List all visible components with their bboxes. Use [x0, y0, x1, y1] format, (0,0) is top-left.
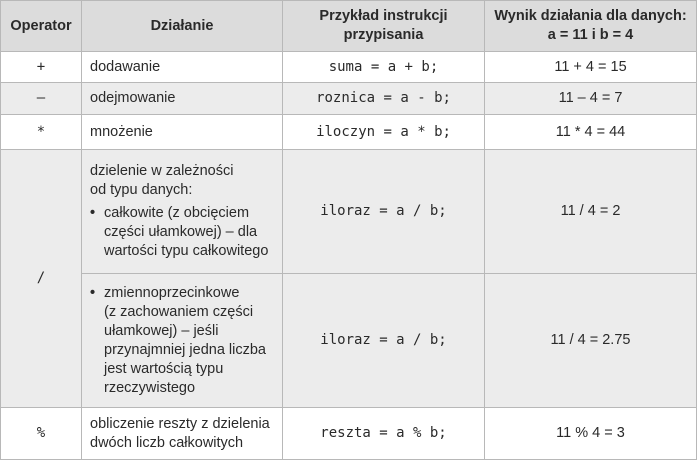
result-cell: 11 / 4 = 2 — [485, 150, 697, 274]
result-cell: 11 / 4 = 2.75 — [485, 274, 697, 408]
operator-cell: % — [1, 408, 82, 460]
table-row-subtraction — [1, 83, 697, 115]
code-cell: iloczyn = a * b; — [283, 115, 485, 150]
operator-cell: / — [1, 150, 82, 408]
action-cell: odejmowanie — [82, 83, 283, 115]
header-action: Działanie — [82, 1, 283, 52]
result-cell: 11 + 4 = 15 — [485, 52, 697, 83]
code-cell: reszta = a % b; — [283, 408, 485, 460]
action-cell: dodawanie — [82, 52, 283, 83]
list-item: • całkowite (z obcięciem części ułamkowej) – dla wartości typu całkowitego — [90, 205, 269, 259]
result-cell: 11 * 4 = 44 — [485, 115, 697, 150]
action-cell: mnożenie — [82, 115, 283, 150]
bullet-icon: • — [90, 284, 96, 301]
bullet-icon: • — [90, 205, 96, 221]
header-row — [1, 1, 697, 52]
code-cell: iloraz = a / b; — [283, 274, 485, 408]
header-result: Wynik działania dla danych: a = 11 i b = 4 — [485, 1, 697, 52]
action-cell: obliczenie reszty z dzielenia dwóch liczb całkowitych — [82, 408, 283, 460]
operator-cell: * — [1, 115, 82, 150]
code-cell: roznica = a - b; — [283, 83, 485, 115]
operator-cell: – — [1, 83, 82, 115]
table-row-multiplication — [1, 115, 697, 150]
header-example: Przykład instrukcji przypisania — [283, 1, 485, 52]
code-cell: suma = a + b; — [283, 52, 485, 83]
result-cell: 11 – 4 = 7 — [485, 83, 697, 115]
operator-cell: + — [1, 52, 82, 83]
code-cell: iloraz = a / b; — [283, 150, 485, 274]
result-cell: 11 % 4 = 3 — [485, 408, 697, 460]
table-row-division-integer — [1, 150, 697, 274]
action-cell: dzielenie w zależności od typu danych: • całkowite (z obcięciem części ułamkowej) – dla wartości typu całkowitego — [82, 150, 283, 274]
list-item: • zmiennoprzecinkowe (z zachowaniem części ułamkowej) – jeśli przynajmniej jedna liczba jest wartością typu rzeczywistego — [90, 284, 266, 396]
header-operator: Operator — [1, 1, 82, 52]
table-row-addition — [1, 52, 697, 83]
action-cell — [82, 274, 283, 408]
table-row-modulo — [1, 408, 697, 460]
table-row-division-float — [1, 274, 697, 408]
